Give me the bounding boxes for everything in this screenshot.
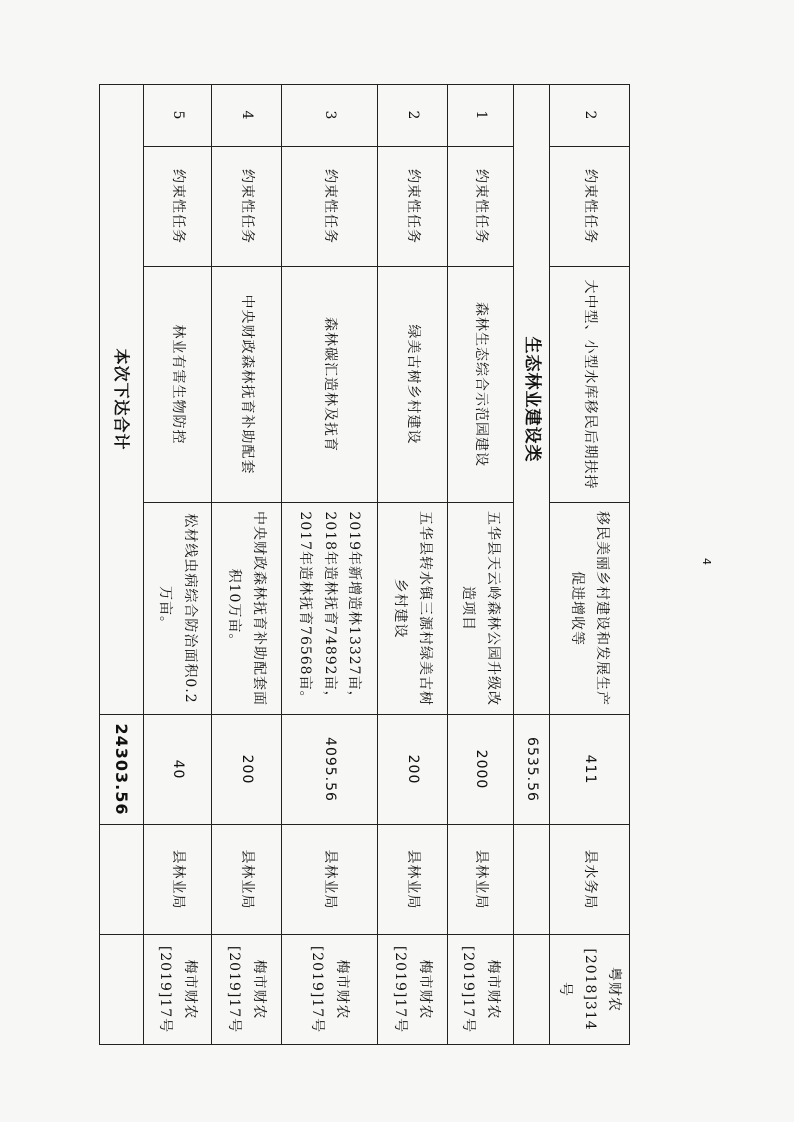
row-task-type: 约束性任务 — [448, 147, 514, 267]
page-number: 4 — [700, 558, 713, 565]
row-project: 绿美古树乡村建设 — [378, 267, 448, 503]
row-content: 五华县转水镇三源村绿美古树乡村建设 — [378, 503, 448, 715]
row-document: 梅市财农[2019]17号 — [144, 935, 212, 1045]
row-content: 五华县天云岭森林公园升级改造项目 — [448, 503, 514, 715]
section-title: 生态林业建设类 — [514, 85, 550, 715]
row-amount: 4095.56 — [282, 715, 378, 825]
row-project: 大中型、小型水库移民后期扶持 — [550, 267, 630, 503]
row-document: 粤财农[2018]314号 — [550, 935, 630, 1045]
total-blank-dept — [100, 825, 144, 935]
row-document: 梅市财农[2019]17号 — [378, 935, 448, 1045]
row-amount: 200 — [212, 715, 282, 825]
row-task-type: 约束性任务 — [212, 147, 282, 267]
row-content: 松材线虫病综合防治面积0.2万亩。 — [144, 503, 212, 715]
row-seq: 2 — [378, 85, 448, 147]
row-project: 林业有害生物防控 — [144, 267, 212, 503]
row-project: 森林生态综合示范园建设 — [448, 267, 514, 503]
row-document: 梅市财农[2019]17号 — [282, 935, 378, 1045]
row-department: 县林业局 — [282, 825, 378, 935]
row-department: 县林业局 — [144, 825, 212, 935]
row-seq: 5 — [144, 85, 212, 147]
row-department: 县林业局 — [448, 825, 514, 935]
row-seq: 2 — [550, 85, 630, 147]
table-row — [144, 85, 212, 1045]
row-task-type: 约束性任务 — [282, 147, 378, 267]
subtotal-blank-doc — [514, 935, 550, 1045]
subtotal-row — [514, 85, 550, 1045]
total-blank-doc — [100, 935, 144, 1045]
budget-table — [99, 84, 630, 1045]
row-document: 梅市财农[2019]17号 — [212, 935, 282, 1045]
row-task-type: 约束性任务 — [378, 147, 448, 267]
subtotal-amount: 6535.56 — [514, 715, 550, 825]
total-amount: 24303.56 — [100, 715, 144, 825]
row-content: 移民美丽乡村建设和发展生产促进增收等 — [550, 503, 630, 715]
row-department: 县林业局 — [212, 825, 282, 935]
row-department: 县水务局 — [550, 825, 630, 935]
row-project: 森林碳汇造林及抚育 — [282, 267, 378, 503]
row-document: 梅市财农[2019]17号 — [448, 935, 514, 1045]
total-row — [100, 85, 144, 1045]
table-row — [550, 85, 630, 1045]
row-task-type: 约束性任务 — [144, 147, 212, 267]
table-row — [212, 85, 282, 1045]
row-content: 2019年新增造林13327亩，2018年造林抚育74892亩，2017年造林抚育76568亩。 — [282, 503, 378, 715]
total-label: 本次下达合计 — [100, 85, 144, 715]
row-amount: 200 — [378, 715, 448, 825]
table-row — [448, 85, 514, 1045]
subtotal-blank-dept — [514, 825, 550, 935]
row-department: 县林业局 — [378, 825, 448, 935]
row-seq: 3 — [282, 85, 378, 147]
row-seq: 4 — [212, 85, 282, 147]
table-row — [378, 85, 448, 1045]
row-amount: 411 — [550, 715, 630, 825]
table-row — [282, 85, 378, 1045]
rotated-table-container — [112, 84, 630, 1044]
row-amount: 2000 — [448, 715, 514, 825]
row-project: 中央财政森林抚育补助配套 — [212, 267, 282, 503]
row-seq: 1 — [448, 85, 514, 147]
row-task-type: 约束性任务 — [550, 147, 630, 267]
row-content: 中央财政森林抚育补助配套面积10万亩。 — [212, 503, 282, 715]
row-amount: 40 — [144, 715, 212, 825]
